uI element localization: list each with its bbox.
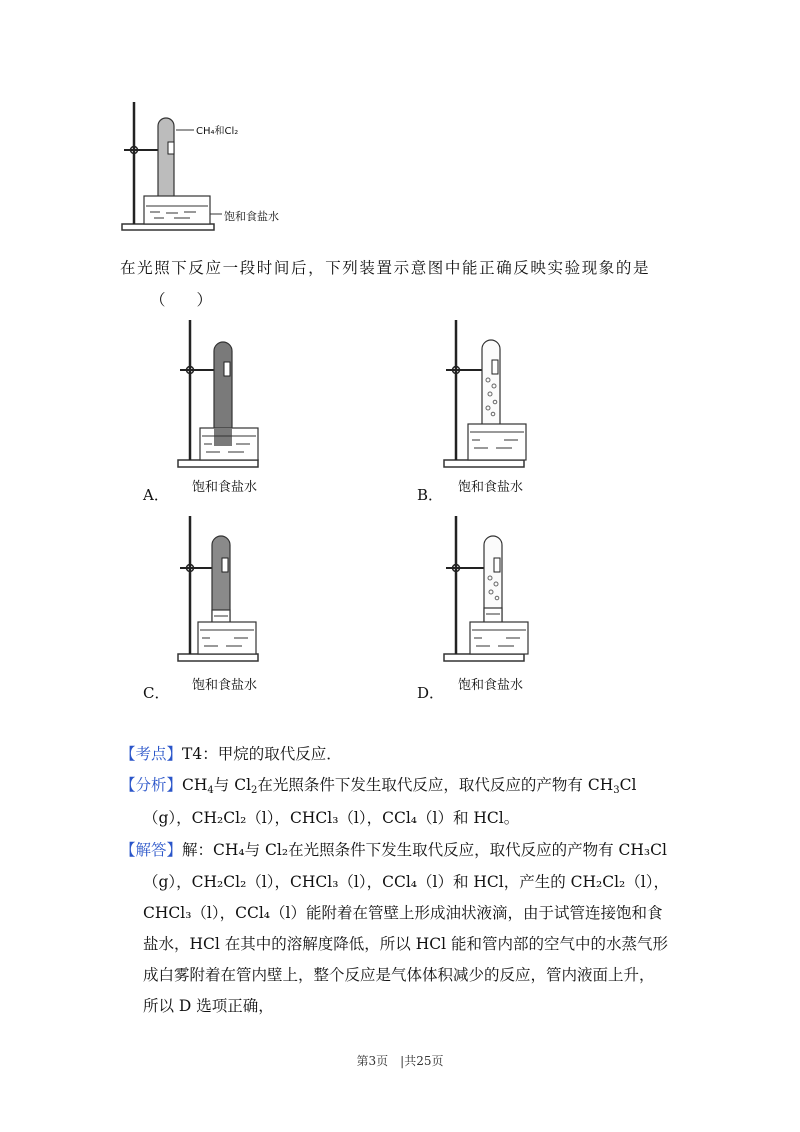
option-d-label: D． [417,684,445,702]
liquid-label: 饱和食盐水 [224,210,279,223]
jieda-line-3: CHCl₃（l），CCl₄（l）能附着在管壁上形成油状液滴，由于试管连接饱和食 [143,904,663,922]
kaodian-tag: 【考点】 [120,745,183,763]
fenxi-tag: 【分析】 [120,776,183,794]
gas-label: CH₄和Cl₂ [196,126,239,137]
option-d-figure [438,512,548,670]
jieda-line-5: 成白雾附着在管内壁上，整个反应是气体体积减少的反应，管内液面上升， [143,966,655,984]
fenxi-line-2: （g），CH₂Cl₂（l），CHCl₃（l），CCl₄（l）和 HCl。 [143,809,520,827]
question-blank: （ ） [150,291,213,309]
option-c-drawing [172,512,282,670]
jieda-tag: 【解答】 [120,841,183,859]
fenxi-sub-b: 4 [207,785,214,796]
top-apparatus-figure [120,96,320,236]
option-a-figure [172,314,282,474]
option-c-figure [172,512,282,670]
fenxi-sub-f: 3 [613,785,620,796]
option-a-caption: 饱和食盐水 [192,480,258,495]
kaodian-text: T4：甲烷的取代反应． [182,745,342,763]
jieda-line-1 [120,838,667,860]
option-b-label: B． [417,486,444,504]
fenxi-text-a: CH [182,776,208,794]
jieda-text-1: 解：CH₄与 Cl₂在光照条件下发生取代反应，取代反应的产物有 CH₃Cl [182,841,667,859]
fenxi-line-1 [120,773,636,795]
option-b-drawing [438,314,548,474]
option-c-label: C． [143,684,170,702]
jieda-line-4: 盐水，HCl 在其中的溶解度降低，所以 HCl 能和管内部的空气中的水蒸气形 [143,935,668,953]
kaodian-line [120,742,342,764]
fenxi-text-c: 与 Cl [213,776,252,794]
question-text: 在光照下反应一段时间后，下列装置示意图中能正确反映实验现象的是 [120,259,651,277]
option-b-figure [438,314,548,474]
jieda-line-2: （g），CH₂Cl₂（l），CHCl₃（l），CCl₄（l）和 HCl，产生的 CH₂Cl₂（l）， [143,873,669,891]
option-b-caption: 饱和食盐水 [458,480,524,495]
option-d-caption: 饱和食盐水 [458,678,524,693]
option-c-caption: 饱和食盐水 [192,678,258,693]
jieda-line-6: 所以 D 选项正确， [143,997,274,1015]
option-a-drawing [172,314,282,474]
fenxi-text-e: 在光照条件下发生取代反应，取代反应的产物有 CH [257,776,614,794]
fenxi-text-g: Cl [619,776,637,794]
page-footer: 第3页 |共25页 [356,1054,444,1068]
option-d-drawing [438,512,548,670]
option-a-label: A． [143,486,169,504]
apparatus-drawing [120,96,320,236]
fenxi-sub-d: 2 [251,785,258,796]
